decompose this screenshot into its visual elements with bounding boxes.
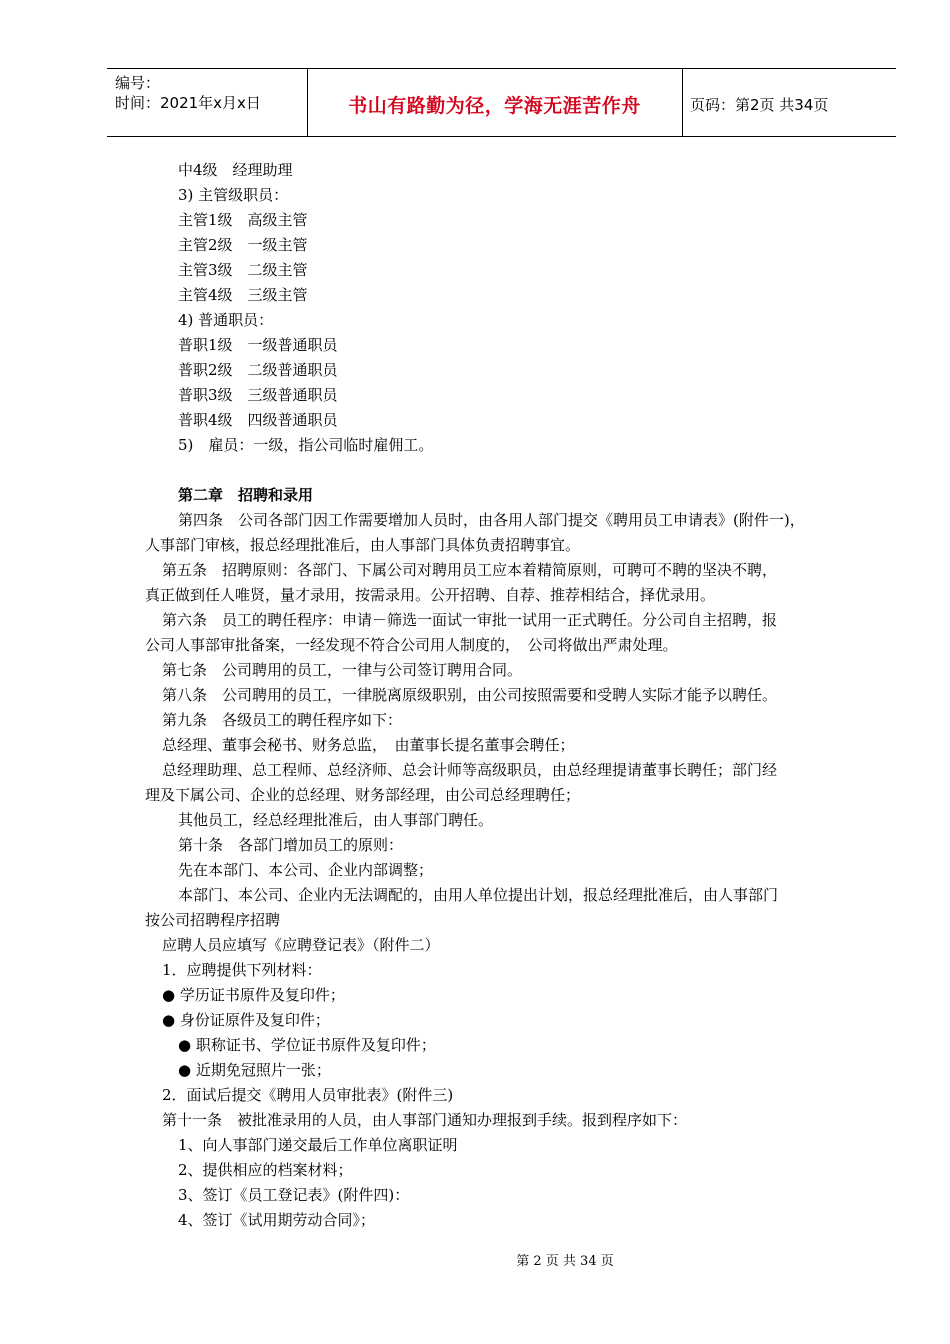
- text-line: 第八条 公司聘用的员工，一律脱离原级职别，由公司按照需要和受聘人实际才能予以聘任。: [162, 686, 778, 704]
- text-line: 主管2级 一级主管: [178, 236, 308, 254]
- text-line: 1、向人事部门递交最后工作单位离职证明: [178, 1136, 458, 1154]
- header-page-info: 页码：第2页 共34页: [690, 96, 829, 114]
- text-line: 主管3级 二级主管: [178, 261, 308, 279]
- text-line: 应聘人员应填写《应聘登记表》（附件二）: [162, 936, 440, 954]
- text-line: 1．应聘提供下列材料：: [162, 961, 322, 979]
- header-motto: 书山有路勤为径，学海无涯苦作舟: [348, 95, 641, 117]
- text-line: 真正做到任人唯贤，量才录用，按需录用。公开招聘、自荐、推荐相结合，择优录用。: [145, 586, 716, 604]
- page-footer: [0, 1250, 950, 1269]
- text-line: 第六条 员工的聘任程序：申请－筛选一面试一审批一试用一正式聘任。分公司自主招聘，报: [162, 611, 778, 629]
- text-line: 第九条 各级员工的聘任程序如下：: [162, 711, 403, 729]
- text-line: 主管1级 高级主管: [178, 211, 308, 229]
- text-line: 普职2级 二级普通职员: [178, 361, 338, 379]
- doc-number-label: 编号：: [115, 74, 161, 92]
- list-item: ● 职称证书、学位证书原件及复印件；: [178, 1036, 436, 1054]
- text-line: 第十条 各部门增加员工的原则：: [178, 836, 404, 854]
- footer-page-number: 第 2 页 共 34 页: [516, 1254, 614, 1269]
- text-line: 主管4级 三级主管: [178, 286, 308, 304]
- text-line: 4) 普通职员：: [178, 311, 274, 329]
- text-line: 其他员工，经总经理批准后，由人事部门聘任。: [178, 811, 494, 829]
- header-meta: [115, 73, 261, 113]
- text-line: 公司人事部审批备案，一经发现不符合公司用人制度的， 公司将做出严肃处理。: [145, 636, 678, 654]
- text-line: 理及下属公司、企业的总经理、财务部经理，由公司总经理聘任；: [145, 786, 581, 804]
- text-line: 人事部门审核，报总经理批准后，由人事部门具体负责招聘事宜。: [145, 536, 581, 554]
- text-line: 先在本部门、本公司、企业内部调整；: [178, 861, 434, 879]
- text-line: 4、签订《试用期劳动合同》；: [178, 1211, 376, 1229]
- chapter-heading: 第二章 招聘和录用: [178, 486, 314, 504]
- text-line: 5) 雇员：一级，指公司临时雇佣工。: [178, 436, 434, 454]
- text-line: 第七条 公司聘用的员工，一律与公司签订聘用合同。: [162, 661, 523, 679]
- list-item: ● 学历证书原件及复印件；: [162, 986, 345, 1004]
- text-line: 2、提供相应的档案材料；: [178, 1161, 353, 1179]
- list-item: ● 近期免冠照片一张；: [178, 1061, 331, 1079]
- text-line: 总经理助理、总工程师、总经济师、总会计师等高级职员，由总经理提请董事长聘任；部门经: [162, 761, 778, 779]
- list-item: ● 身份证原件及复印件；: [162, 1011, 330, 1029]
- text-line: 普职3级 三级普通职员: [178, 386, 338, 404]
- text-line: 普职1级 一级普通职员: [178, 336, 338, 354]
- text-line: 本部门、本公司、企业内无法调配的，由用人单位提出计划，报总经理批准后，由人事部门: [178, 886, 779, 904]
- date-label: 时间：2021年x月x日: [115, 94, 261, 112]
- header-divider: [682, 69, 683, 136]
- text-line: 按公司招聘程序招聘: [145, 911, 281, 929]
- text-line: 中4级 经理助理: [178, 161, 293, 179]
- text-line: 普职4级 四级普通职员: [178, 411, 338, 429]
- text-line: 总经理、董事会秘书、财务总监， 由董事长提名董事会聘任；: [162, 736, 575, 754]
- text-line: 第四条 公司各部门因工作需要增加人员时，由各用人部门提交《聘用员工申请表》(附件一)，: [178, 511, 805, 529]
- text-line: 第十一条 被批准录用的人员，由人事部门通知办理报到手续。报到程序如下：: [162, 1111, 688, 1129]
- text-line: 第五条 招聘原则：各部门、下属公司对聘用员工应本着精简原则，可聘可不聘的坚决不聘，: [162, 561, 778, 579]
- page-header: [107, 68, 896, 137]
- text-line: 2．面试后提交《聘用人员审批表》(附件三): [162, 1086, 454, 1104]
- text-line: 3、签订《员工登记表》(附件四)：: [178, 1186, 410, 1204]
- text-line: 3) 主管级职员：: [178, 186, 289, 204]
